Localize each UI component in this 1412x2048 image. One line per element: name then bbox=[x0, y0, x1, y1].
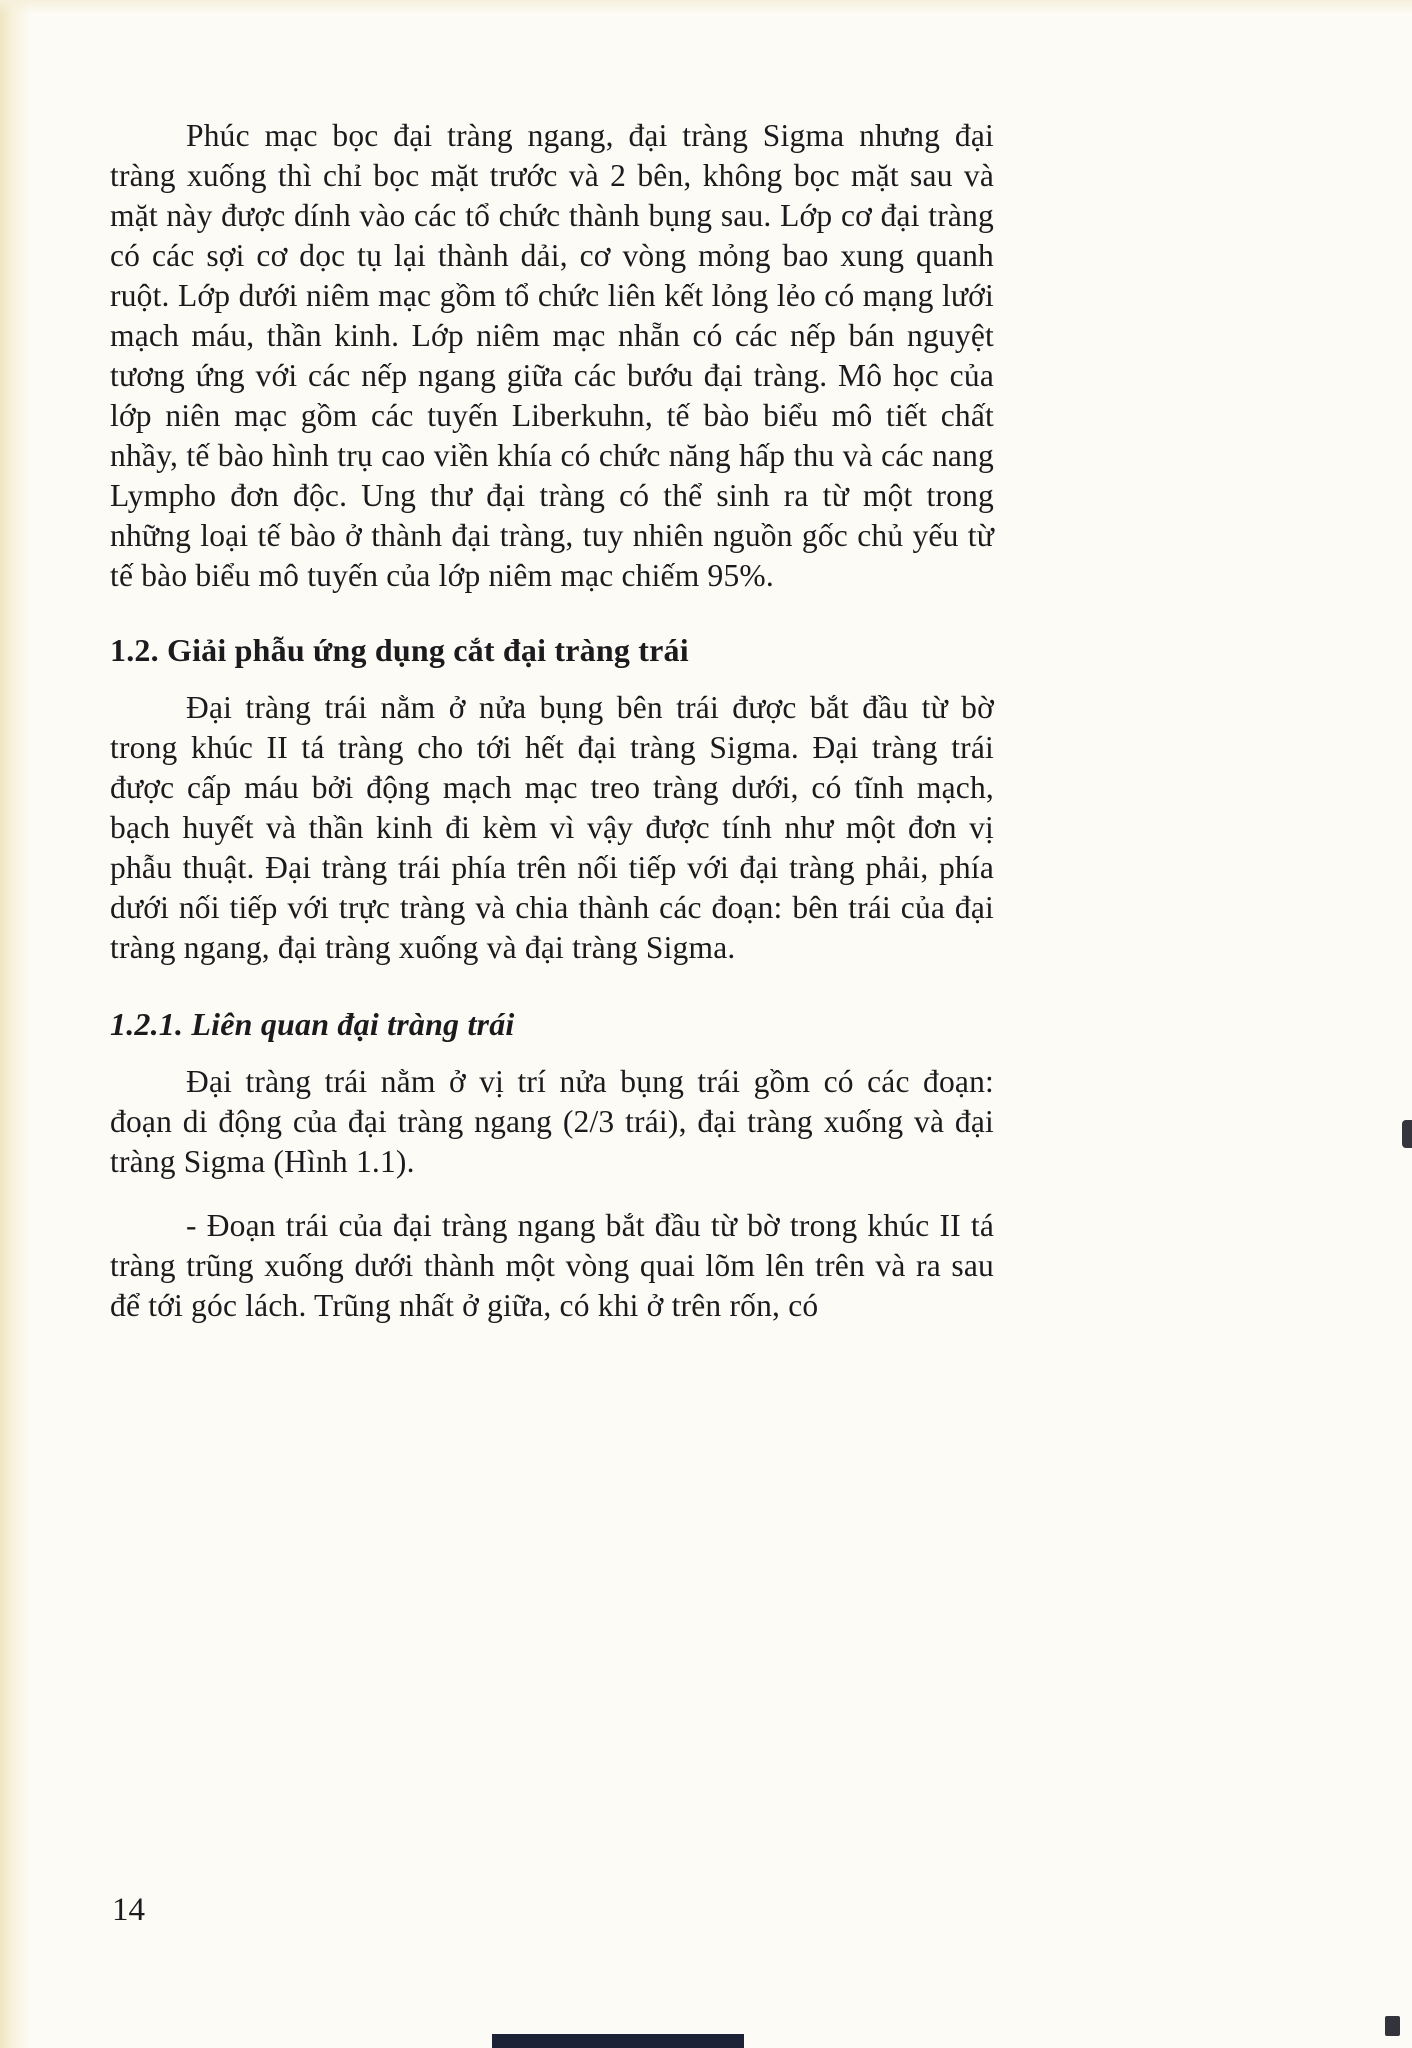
paragraph: Phúc mạc bọc đại tràng ngang, đại tràng Sigma nhưng đại tràng xuống thì chỉ bọc mặt trước và 2 bên, không bọc mặt sau và mặt này được dính vào các tổ chức thành bụng sau. Lớp cơ đại tràng có các sợi cơ dọc tụ lại thành dải, cơ vòng mỏng bao xung quanh ruột. Lớp dưới niêm mạc gồm tổ chức liên kết lỏng lẻo có mạng lưới mạch máu, thần kinh. Lớp niêm mạc nhẵn có các nếp bán nguyệt tương ứng với các nếp ngang giữa các bướu đại tràng. Mô học của lớp niên mạc gồm các tuyến Liberkuhn, tế bào biểu mô tiết chất nhầy, tế bào hình trụ cao viền khía có chức năng hấp thu và các nang Lympho đơn độc. Ung thư đại tràng có thể sinh ra từ một trong những loại tế bào ở thành đại tràng, tuy nhiên nguồn gốc chủ yếu từ tế bào biểu mô tuyến của lớp niêm mạc chiếm 95%. bbox=[110, 118, 994, 593]
paragraph: Đại tràng trái nằm ở nửa bụng bên trái được bắt đầu từ bờ trong khúc II tá tràng cho tới hết đại tràng Sigma. Đại tràng trái được cấp máu bởi động mạch mạc treo tràng dưới, có tĩnh mạch, bạch huyết và thần kinh đi kèm vì vậy được tính như một đơn vị phẫu thuật. Đại tràng trái phía trên nối tiếp với đại tràng phải, phía dưới nối tiếp với trực tràng và chia thành các đoạn: bên trái của đại tràng ngang, đại tràng xuống và đại tràng Sigma. bbox=[110, 690, 994, 965]
section-heading: 1.2. Giải phẫu ứng dụng cắt đại tràng trái bbox=[110, 632, 689, 668]
page-content bbox=[110, 116, 994, 1326]
subsection-heading: 1.2.1. Liên quan đại tràng trái bbox=[110, 1006, 515, 1042]
paragraph: Đại tràng trái nằm ở vị trí nửa bụng trái gồm có các đoạn: đoạn di động của đại tràng ngang (2/3 trái), đại tràng xuống và đại tràng Sigma (Hình 1.1). bbox=[110, 1064, 994, 1179]
left-edge-shading bbox=[0, 0, 30, 2048]
scan-artifact-right-edge bbox=[1402, 1120, 1412, 1148]
scan-artifact-bottom-right bbox=[1385, 2016, 1400, 2036]
scan-artifact-bottom-bar bbox=[492, 2034, 744, 2048]
paragraph: - Đoạn trái của đại tràng ngang bắt đầu từ bờ trong khúc II tá tràng trũng xuống dưới thành một vòng quai lõm lên trên và ra sau để tới góc lách. Trũng nhất ở giữa, có khi ở trên rốn, có bbox=[110, 1208, 994, 1323]
top-edge-shading bbox=[0, 0, 1412, 14]
page-number: 14 bbox=[112, 1892, 145, 1928]
